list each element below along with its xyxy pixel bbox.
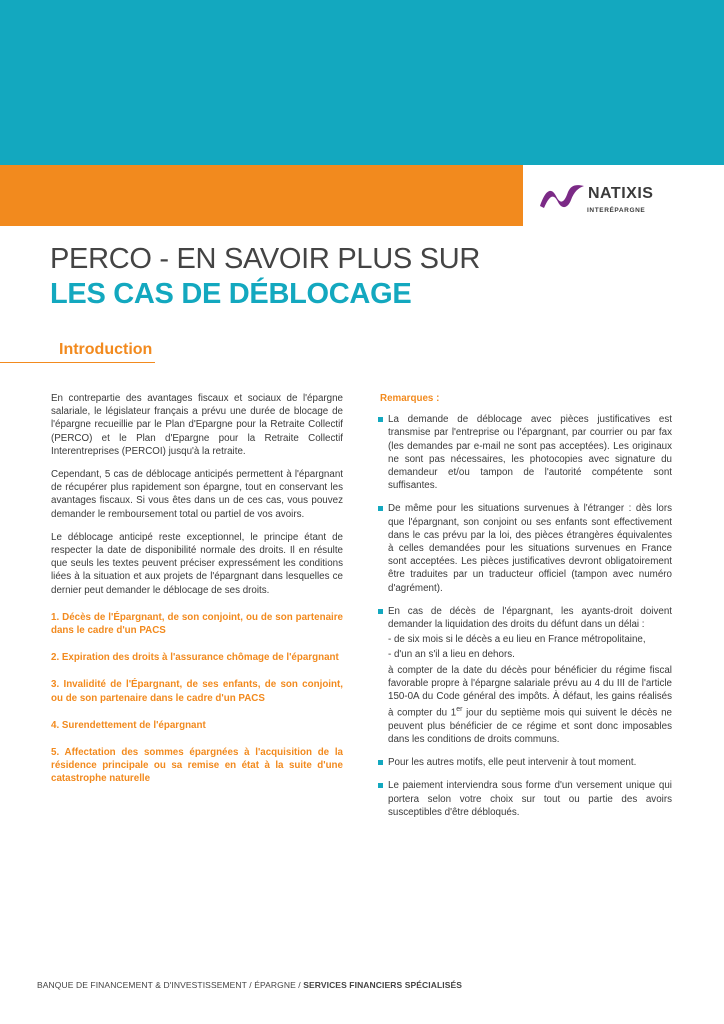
footer-text: BANQUE DE FINANCEMENT & D'INVESTISSEMENT / ÉPARGNE /	[37, 980, 304, 990]
footer-bold-text: SERVICES FINANCIERS SPÉCIALISÉS	[303, 980, 463, 990]
remarks-heading: Remarques :	[380, 393, 440, 404]
remark-item	[378, 502, 672, 594]
remark-text: Pour les autres motifs, elle peut intervenir à tout moment.	[388, 757, 637, 769]
header-teal-band	[0, 0, 724, 165]
remark-text: La demande de déblocage avec pièces justificatives est transmise par l'entreprise ou l'épargnant, par courrier ou par fax (les demandes par e-mail ne sont pas acceptées). Les originaux ne sont pas nécessaires, les photocopies avec signature du demandeur et/ou tampon de l'autorité compétente sont suffisantes.	[388, 414, 672, 492]
remark-item	[378, 779, 672, 819]
case-item: 5. Affectation des sommes épargnées à l'acquisition de la résidence principale ou sa remise en état à la suite d'une catastrophe naturelle	[51, 747, 343, 785]
logo-subtitle: INTERÉPARGNE	[587, 207, 646, 214]
remark-subitem: - de six mois si le décès a eu lieu en France métropolitaine,	[388, 634, 646, 646]
intro-paragraph: Cependant, 5 cas de déblocage anticipés permettent à l'épargnant de récupérer plus rapidement son épargne, tout en conservant les avantages fiscaux. Si vous êtes dans un de ces cas, vous pouvez demander le remboursement total ou partiel de vos avoirs.	[51, 469, 343, 520]
ordinal-superscript: er	[456, 706, 463, 714]
case-item: 3. Invalidité de l'Épargnant, de ses enfants, de son conjoint, ou de son partenaire dans le cadre d'un PACS	[51, 679, 343, 704]
header-orange-band	[0, 165, 523, 226]
intro-paragraph: En contrepartie des avantages fiscaux et sociaux de l'épargne salariale, le législateur français a prévu une durée de blocage de l'épargne recueillie par le Plan d'Epargne pour la Retraite Collectif (PERCO) et le Plan d'Epargne pour la Retraite Collectif Interentreprises (PERCOI) jusqu'à la retraite.	[51, 393, 343, 457]
remark-text: En cas de décès de l'épargnant, les ayants-droit doivent demander la liquidation des droits du défunt dans un délai :	[388, 605, 672, 631]
remark-item	[378, 756, 672, 769]
page-title-line1: PERCO - EN SAVOIR PLUS SUR	[50, 243, 480, 275]
logo-wordmark: NATIXIS	[588, 185, 654, 202]
right-column	[378, 392, 672, 829]
intro-paragraph: Le déblocage anticipé reste exceptionnel, le principe étant de respecter la date de disponibilité normale des droits. Il en résulte que seuls les textes peuvent préciser expressément les conditions liées à la situation et aux projets de l'épargnant dans lesquelles ce dernier peut demander le déblocage de ses droits.	[51, 531, 343, 596]
remark-item	[378, 605, 672, 746]
square-bullet-icon	[378, 760, 383, 765]
case-item: 1. Décès de l'Épargnant, de son conjoint, ou de son partenaire dans le cadre d'un PACS	[51, 611, 343, 637]
remarks-list	[378, 413, 672, 819]
square-bullet-icon	[378, 783, 383, 788]
case-item: 4. Surendettement de l'épargnant	[51, 719, 206, 731]
page-title-line2: LES CAS DE DÉBLOCAGE	[50, 278, 412, 310]
square-bullet-icon	[378, 506, 383, 511]
page-footer	[37, 980, 462, 990]
remark-text-part: jour du septième mois qui suivent le décès ne peuvent plus bénéficier de ce régime et sont donc imposables dans les conditions de droits communs.	[388, 707, 672, 745]
remark-text-part: à compter de la date du décès pour bénéficier du régime fiscal favorable propre à l'épargne salariale prévu au 4 du III de l'article 150-0A du Code général des impôts. À défaut, les gains réalisés à compter du 1	[388, 664, 672, 719]
natixis-logo	[538, 178, 698, 228]
left-column	[51, 392, 343, 800]
square-bullet-icon	[378, 609, 383, 614]
remark-text: De même pour les situations survenues à l'étranger : dès lors que l'épargnant, son conjoint ou ses enfants sont effectivement dans le cas prévu par la loi, des pièces étrangères équivalentes à celles demandées pour les situations survenues en France sont acceptées. Les pièces justificatives devront obligatoirement être traduites par un traducteur officiel (tampon avec numéro d'agrément).	[388, 503, 672, 594]
case-item: 2. Expiration des droits à l'assurance chômage de l'épargnant	[51, 652, 339, 664]
remark-subitem: - d'un an s'il a lieu en dehors.	[388, 649, 515, 661]
remark-text	[388, 664, 672, 746]
natixis-logo-mark-icon	[538, 182, 586, 214]
remark-item	[378, 413, 672, 492]
remark-text: Le paiement interviendra sous forme d'un versement unique qui portera selon votre choix sur tout ou partie des avoirs susceptibles d'être débloqués.	[388, 780, 672, 818]
introduction-rule	[0, 362, 155, 363]
introduction-heading: Introduction	[59, 341, 153, 358]
square-bullet-icon	[378, 417, 383, 422]
